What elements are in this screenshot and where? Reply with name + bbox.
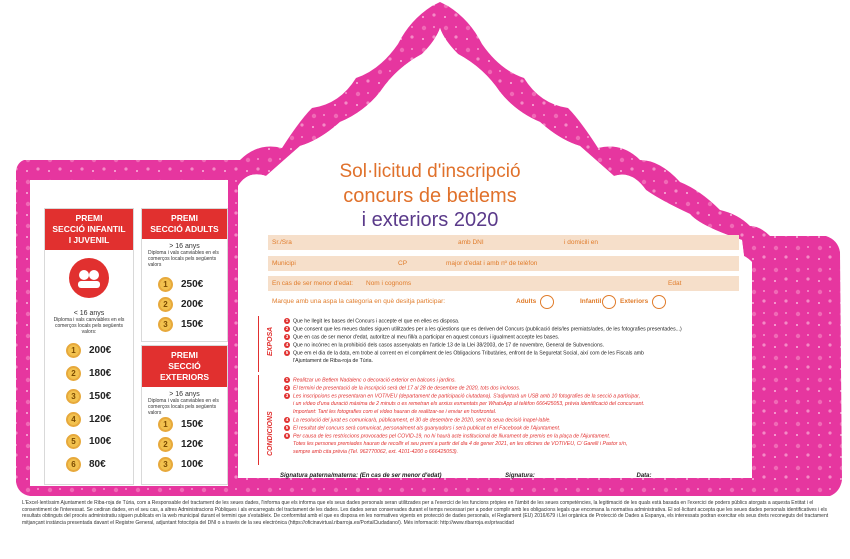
panel-header-line: PREMI <box>171 213 198 223</box>
prize-value: 150€ <box>181 319 204 330</box>
prize-item <box>158 437 203 452</box>
medal-icon: 3 <box>66 389 81 404</box>
condicions-item-text: El resultat del concurs serà comunicat, personalment als guanyadors i serà publicat en el Facebook de l'Ajuntament. <box>293 425 561 432</box>
condicions-item-text: Les inscripcions es presentaran en VOTIVEU (departament de participació ciutadana). S'adjuntarà un USB amb 10 fotografies de la secció a participar, <box>293 393 641 400</box>
field-label-name: Sr./Sra <box>272 239 292 246</box>
medal-icon: 4 <box>66 412 81 427</box>
prize-item <box>66 434 111 449</box>
category-infantil-checkbox[interactable] <box>602 295 616 310</box>
prize-item <box>158 417 203 432</box>
category-adults-checkbox[interactable] <box>540 295 554 310</box>
condicions-item-text: El termini de presentació de la inscripció serà del 17 al 28 de desembre de 2020, tots dos inclosos. <box>293 385 521 392</box>
prize-value: 200€ <box>89 345 112 356</box>
medal-icon: 1 <box>158 417 173 432</box>
signature-parent-label: Signatura paterna/materna: (En cas de ser menor d'edat) <box>280 473 442 479</box>
exposa-item-text: Que he llegit les bases del Concurs i accepte el que en elles es disposa. <box>293 318 460 325</box>
medal-icon: 3 <box>158 317 173 332</box>
exposa-item-5: 5 Que em el dia de la data, em trobe al corrent en el compliment de les Obligacions Tributàries, enfront de la Seguretat Social, així com de les Fiscals amb <box>285 350 644 357</box>
medal-icon: 6 <box>66 457 81 472</box>
condicions-item-text: sempre amb cita prèvia (Tel. 962770062, ext. 4101-4200 o 666425053). <box>293 449 459 455</box>
prize-item <box>66 343 111 358</box>
exposa-item-5-cont <box>293 358 373 365</box>
prize-note: Diploma i vals canviables en els comerços locals pels següents valors <box>148 398 219 416</box>
title-line-3 <box>300 208 560 232</box>
condicions-item-7-cont <box>293 449 458 456</box>
exposa-label: EXPOSA <box>267 326 274 356</box>
medal-icon: 2 <box>158 297 173 312</box>
prize-value: 100€ <box>89 436 112 447</box>
panel-header-line: SECCIÓ EXTERIORS <box>159 361 210 382</box>
panel-header-line: PREMI <box>171 350 198 360</box>
age-label: > 16 anys <box>169 243 200 250</box>
prize-value: 150€ <box>89 391 112 402</box>
category-infantil-label: Infantil <box>580 298 602 305</box>
condicions-item-text: Per causa de les restriccions provocades pel COVID-19, no hi haurà acte institucional de lliurament de premis en la plaça de l'Ajuntament. <box>293 433 611 440</box>
panel-header-line: PREMI <box>75 213 103 223</box>
medal-icon: 2 <box>158 437 173 452</box>
prize-value: 250€ <box>181 279 204 290</box>
panel-header-line: I JUVENIL <box>68 235 110 245</box>
condicions-item-text: Totes les persones premiades hauran de recollir el seu premi a partir del dia 4 de gener 2021, en les oficines de VOTIVEU, C/ Garelli i Pastor s/n, <box>293 441 628 447</box>
condicions-label: CONDICIONS <box>267 411 274 456</box>
condicions-item-7 <box>293 441 627 448</box>
exposa-item-text: Que en cas de ser menor d'edat, autoritze al meu fill/a a participar en aquest concurs i igualment accepte les bases. <box>293 334 560 341</box>
exposa-item-text: l'Ajuntament de Riba-roja de Túria. <box>293 358 373 364</box>
category-exteriors-checkbox[interactable] <box>652 295 666 310</box>
kids-icon <box>69 258 109 298</box>
condicions-item-1: 1 Realitzar un Betlem Nadalenc o decoració exterior en balcons i jardins. <box>285 377 456 384</box>
medal-icon: 2 <box>66 366 81 381</box>
field-label-address: i domicili en <box>564 239 598 246</box>
medal-icon: 1 <box>158 277 173 292</box>
exposa-item-2: 2 Que consent que les meues dades siguen utilitzades per a les qüestions que es deriven del Concurs (publicació dels/les premiats/ades, de les fotografies presentades...) <box>285 326 682 333</box>
date-label: Data: <box>636 473 652 479</box>
medal-icon: 3 <box>158 457 173 472</box>
condicions-item-6: 6 Per causa de les restriccions provocades pel COVID-19, no hi haurà acte institucional de lliurament de premis en la plaça de l'Ajuntament. <box>285 433 611 440</box>
signature-label: Signatura: <box>505 473 535 479</box>
prize-value: 80€ <box>89 459 106 470</box>
field-label-dni: amb DNI <box>458 239 484 246</box>
category-adults-label: Adults <box>516 298 537 305</box>
condicions-item-5: 5 El resultat del concurs serà comunicat, personalment als guanyadors i serà publicat en el Facebook de l'Ajuntament. <box>285 425 561 432</box>
panel-header <box>142 346 227 387</box>
condicions-item-text: Important: Tant les fotografies com el vídeo hauran de realitzar-se i enviar en horitzontal. <box>293 409 497 415</box>
prize-item <box>158 317 203 332</box>
prize-item <box>66 412 111 427</box>
condicions-item-3: 3 Les inscripcions es presentaran en VOTIVEU (departament de participació ciutadana). S'adjuntarà un USB amb 10 fotografies de la secció a participar, <box>285 393 641 400</box>
condicions-item-4: 4 La resolució del jurat es comunicarà, públicament, el 30 de desembre de 2020, sent la seua decisió inapel·lable. <box>285 417 551 424</box>
signature-row <box>280 473 652 479</box>
field-label-fullname: Nom i cognoms <box>366 280 412 287</box>
condicions-item-text: Realitzar un Betlem Nadalenc o decoració exterior en balcons i jardins. <box>293 377 456 384</box>
panel-header-line: SECCIÓ INFANTIL <box>52 224 126 234</box>
prize-value: 180€ <box>89 368 112 379</box>
exposa-item-1: 1 Que he llegit les bases del Concurs i accepte el que en elles es disposa. <box>285 318 460 325</box>
exposa-item-text: Que no incórrec en la prohibició dels casos assenyalats en l'article 13 de la Llei 38/2003, de 17 de novembre, General de Subvencions. <box>293 342 604 349</box>
title-line-1: Sol·licitud d'inscripció <box>339 161 521 182</box>
exposa-item-text: Que em el dia de la data, em trobe al corrent en el compliment de les Obligacions Tributàries, enfront de la Seguretat Social, així com de les Fiscals amb <box>293 350 644 357</box>
field-label-municipality: Municipi <box>272 260 296 267</box>
form-row-category <box>268 294 739 309</box>
form-row-minor[interactable] <box>268 276 739 291</box>
prize-item <box>158 277 203 292</box>
condicions-divider <box>258 375 259 465</box>
title-exteriors: i exteriors <box>361 209 449 231</box>
prize-value: 150€ <box>181 419 204 430</box>
prize-note: Diploma i vals canviables en els comerços locals pels següents valors <box>148 250 219 268</box>
condicions-item-2: 2 El termini de presentació de la inscripció serà del 17 al 28 de desembre de 2020, tots dos inclosos. <box>285 385 521 392</box>
form-row-municipality[interactable] <box>268 256 739 271</box>
category-exteriors-label: Exteriors <box>620 298 649 305</box>
prize-item <box>66 457 106 472</box>
title-year: 2020 <box>453 209 499 231</box>
privacy-footer: L'Excel·lentíssim Ajuntament de Riba-roja de Túria, com a Responsable del tractament de les seues dades, l'informa que els informa que els seus dades personals seran utilitzades per a l'exercici de les funcions pròpies en l'àmbit de les seues competències, la legitimació de les quals està basada en l'exercici de poders públics atorgats a aquesta Entitat i el consentiment de l'interessat. Se cediran dades, en el seu cas, a altres Administracions Públiques i als encarregats del tractament de les dades. Les dades seran conservades durant el temps necessari per a poder complir amb les obligacions legals que encomana la normativa administrativa. El sol·licitant accepta que les seues dades personals identificatives i els resultats obtinguts del procés administratiu siguen publicats en la web municipal durant el termini que s'estableix. De conformitat amb el que es disposa en les normatives vigents en protecció de dades personals, el Reglament (EU) 2016/679 i Llei orgànica de Protecció de Dades a Espanya, els interessats podran exercitar els seus drets reconeguts del tractament mitjançant instància presentada davant el Registre General, adjuntant fotocòpia del DNI o a través de la seu electrònica (https://oficinavirtual.ribarroja.es/PortalCiudadano/). Més informació: http://www.ribarroja.es/privacidad <box>22 500 829 526</box>
exposa-item-4: 4 Que no incórrec en la prohibició dels casos assenyalats en l'article 13 de la Llei 38/2003, de 17 de novembre, General de Subvencions. <box>285 342 604 349</box>
medal-icon: 5 <box>66 434 81 449</box>
medal-icon: 1 <box>66 343 81 358</box>
condicions-item-3-cont <box>293 401 644 408</box>
prize-value: 200€ <box>181 299 204 310</box>
condicions-item-3-note <box>293 409 496 416</box>
exposa-item-text: Que consent que les meues dades siguen utilitzades per a les qüestions que es deriven del Concurs (publicació dels/les premiats/ades, de les fotografies presentades...) <box>293 326 682 333</box>
prize-item <box>66 366 111 381</box>
condicions-item-text: i un vídeo d'una duració màxima de 2 minuts o es remetran els arxius esmentats per WhatsApp al telèfon 666425053, prèvia identificació del concursant. <box>293 401 645 407</box>
field-label-minor: En cas de ser menor d'edat: <box>272 280 354 287</box>
field-label-postcode: CP <box>398 260 408 267</box>
exposa-divider <box>258 316 259 372</box>
prize-item <box>158 297 203 312</box>
prize-item <box>66 389 111 404</box>
age-label: > 16 anys <box>169 391 200 398</box>
title-line-2: concurs de betlems <box>343 185 517 207</box>
panel-header-line: SECCIÓ ADULTS <box>150 224 219 234</box>
age-label: < 16 anys <box>73 310 105 317</box>
prize-value: 100€ <box>181 459 204 470</box>
panel-header <box>142 209 227 239</box>
form-title <box>300 160 560 232</box>
prize-note: Diploma i vals canviables en els comerços locals pels següents valors: <box>53 317 125 335</box>
condicions-item-text: La resolució del jurat es comunicarà, públicament, el 30 de desembre de 2020, sent la seua decisió inapel·lable. <box>293 417 551 424</box>
panel-header <box>45 209 133 250</box>
field-label-age: Edat <box>668 280 682 287</box>
prize-value: 120€ <box>89 414 112 425</box>
prize-value: 120€ <box>181 439 204 450</box>
prize-item <box>158 457 203 472</box>
form-row-name[interactable] <box>268 235 739 250</box>
exposa-item-3: 3 Que en cas de ser menor d'edat, autoritze al meu fill/a a participar en aquest concurs i igualment accepte les bases. <box>285 334 560 341</box>
category-instruction: Marque amb una aspa la categoria en què desitja participar: <box>272 298 446 305</box>
field-label-phone: major d'edat i amb nº de telèfon <box>446 260 538 267</box>
